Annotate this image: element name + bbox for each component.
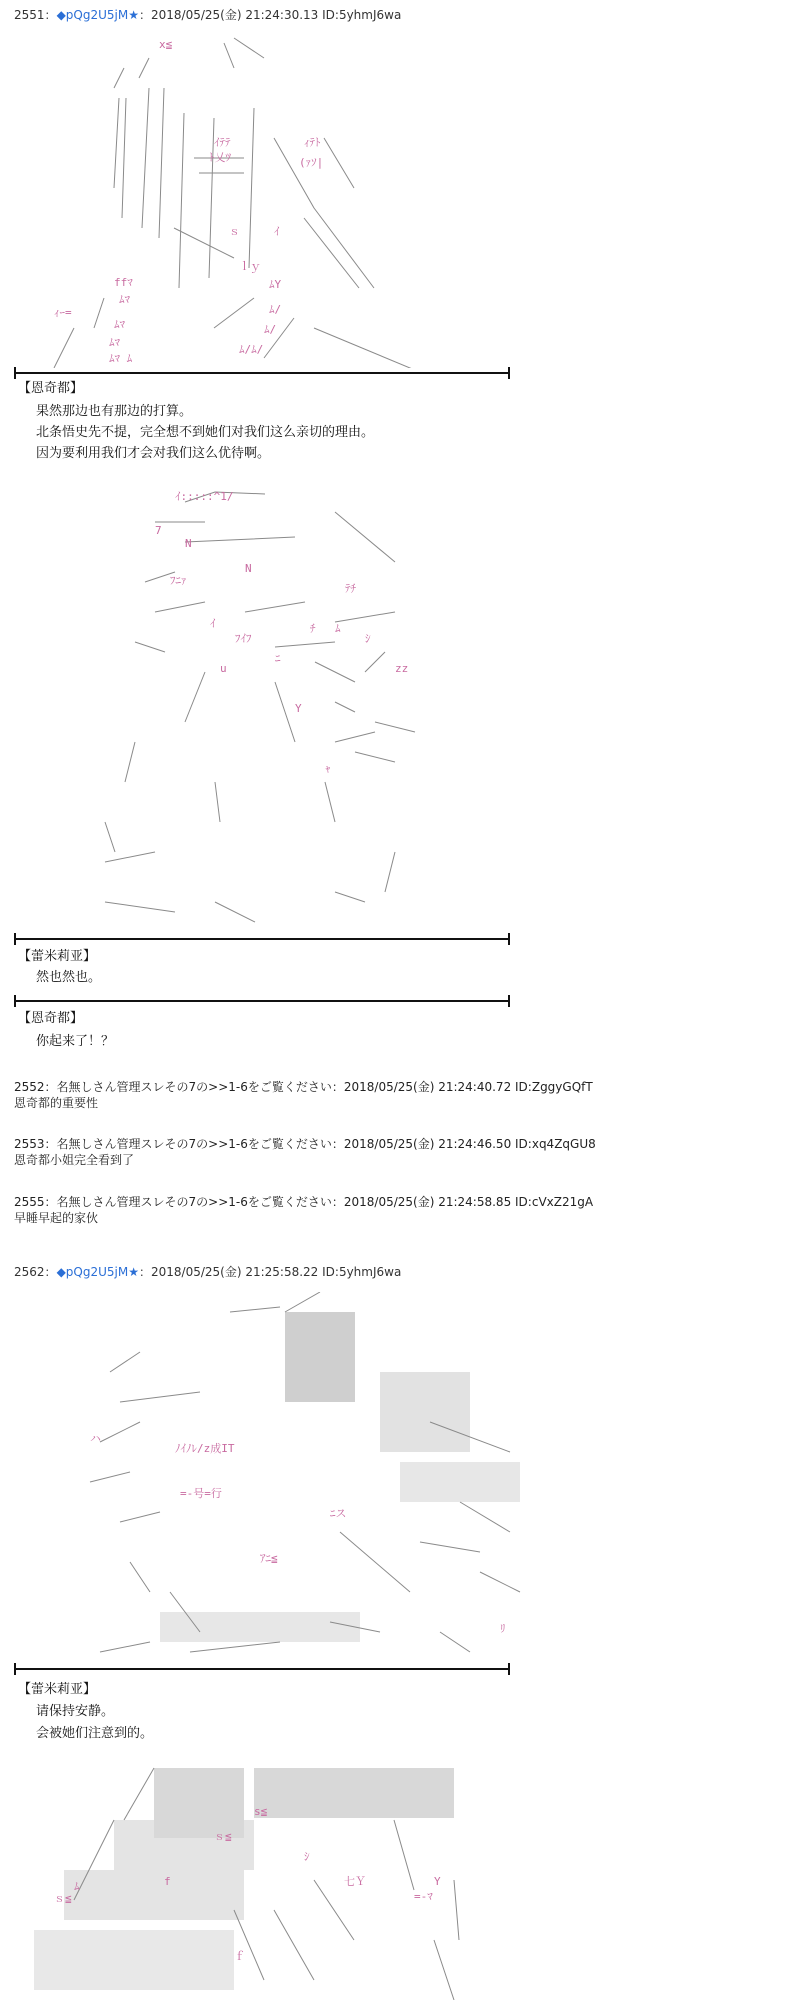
art-glyph: ｨｰ= [54,306,72,319]
art-glyph: ﾑ/ [264,323,277,336]
art-glyph: ｲ:::::^1/ [175,490,234,503]
art-glyph: N [245,562,252,575]
art-glyph: ﾑ/ﾑ/ [239,343,264,356]
art-glyph: ﾌﾆｧ [170,574,187,587]
art-glyph: ﾆス [330,1507,347,1520]
art-glyph: zz [395,662,409,675]
art-glyph: ﾑﾏ [119,293,130,306]
ascii-art-2-svg [95,482,475,932]
art-glyph: x≦ [159,38,173,51]
art-glyph: ｲ [274,225,280,238]
art-glyph: ｓ [229,225,240,238]
art-glyph: ｱﾆ≦ [260,1552,278,1565]
speaker-label: 【蕾米莉亚】 [18,1682,97,1697]
post-meta: ：2018/05/25(金) 21:25:58.22 ID:5yhmJ6wa [138,1265,402,1279]
art-glyph: u [220,662,227,675]
reply-header: 2553：名無しさん管理スレその7の>>1-6をご覧ください：2018/05/25(金) 21:24:46.50 ID:xq4ZqGU8 [14,1137,596,1151]
ascii-art-1-svg [14,28,484,368]
poster-name[interactable]: ◆pQg2U5jM [56,1265,129,1279]
art-glyph: Y [434,1875,441,1888]
star-icon: ★ [128,8,139,22]
art-glyph: ﾘ [500,1622,506,1635]
art-glyph: ﾃﾁ [345,582,356,595]
reply-header: 2555：名無しさん管理スレその7の>>1-6をご覧ください：2018/05/25(金) 21:24:58.85 ID:cVxZ21gA [14,1195,594,1209]
dialogue-line: 果然那边也有那边的打算。 [36,404,193,419]
art-glyph: ハ [90,1432,101,1445]
art-glyph: ｼ [304,1850,310,1863]
art-glyph: ﾉｲﾉﾚ/z成IT [175,1442,235,1455]
dialogue-line: 会被她们注意到的。 [36,1726,154,1741]
art-glyph: ﾑﾏ [114,318,125,331]
divider [14,938,510,940]
art-glyph: (ｧｿ| [299,156,324,169]
art-glyph: s≦ [254,1805,268,1818]
post-number: 2551 [14,8,45,22]
art-glyph: ｲ [210,617,216,630]
art-glyph: 7 [155,524,162,537]
art-glyph: f [164,1875,171,1888]
art-glyph: ｆ [234,1950,245,1963]
art-glyph: ｼ [365,632,371,645]
dialogue-line: 然也然也。 [36,970,102,985]
art-glyph: =-ﾏ [414,1890,433,1903]
art-glyph: =-号=行 [180,1487,222,1500]
dialogue-line: 请保持安静。 [36,1704,115,1719]
ascii-art-4 [14,1760,484,2000]
poster-name[interactable]: ◆pQg2U5jM [56,8,129,22]
art-glyph: ﾑﾏ [109,336,120,349]
art-glyph: ｌｙ [239,260,261,273]
art-glyph: ﾌｲﾌ [235,632,252,645]
star-icon: ★ [128,1265,139,1279]
art-glyph: ﾁ [310,622,316,635]
post-meta: ：2018/05/25(金) 21:24:30.13 ID:5yhmJ6wa [138,8,402,22]
ascii-art-1 [14,28,484,368]
art-glyph: ﾑﾏ ﾑ [109,352,133,365]
reply-body: 恩奇都小姐完全看到了 [14,1153,135,1167]
dialogue-line: 北条悟史先不提，完全想不到她们对我们这么亲切的理由。 [36,425,375,440]
ascii-art-3 [80,1292,550,1672]
reply-header: 2552：名無しさん管理スレその7の>>1-6をご覧ください：2018/05/25(金) 21:24:40.72 ID:ZggyGQfT [14,1080,593,1094]
art-glyph: ﾆ [275,652,281,665]
ascii-art-3-svg [80,1292,550,1672]
post-header-2562: 2562：◆pQg2U5jM★：2018/05/25(金) 21:25:58.22 ID:5yhmJ6wa [14,1265,402,1279]
reply-body: 早睡早起的家伙 [14,1211,99,1225]
post-number: 2562 [14,1265,45,1279]
post-header-2551: 2551：◆pQg2U5jM★：2018/05/25(金) 21:24:30.13 ID:5yhmJ6wa [14,8,402,22]
reply-body: 恩奇都的重要性 [14,1096,99,1110]
speaker-label: 【恩奇都】 [18,381,84,396]
divider [14,1668,510,1670]
divider [14,1000,510,1002]
art-glyph: ｓ≦ [54,1892,72,1905]
art-glyph: ﾑY [269,278,282,291]
art-glyph: Y [295,702,302,715]
ascii-art-4-svg [14,1760,484,2000]
art-glyph: N [185,537,192,550]
dialogue-line: 你起来了！？ [36,1034,115,1049]
art-glyph: ﾑ/ [269,303,282,316]
ascii-art-2 [95,482,475,932]
speaker-label: 【蕾米莉亚】 [18,949,97,964]
art-glyph: ﾄ乂ﾂ [209,151,231,164]
art-glyph: ｨﾃﾄ [304,136,321,149]
art-glyph: ﾑ [335,622,341,635]
art-glyph: ﾑ [74,1880,80,1893]
dialogue-line: 因为要利用我们才会对我们这么优待啊。 [36,446,271,461]
art-glyph: ｬ [325,762,331,775]
divider [14,372,510,374]
art-glyph: ffﾏ [114,276,133,289]
art-glyph: ｓ≦ [214,1830,232,1843]
art-glyph: 七Ｙ [344,1875,366,1888]
art-glyph: ｲﾃﾃ [214,136,231,149]
speaker-label: 【恩奇都】 [18,1011,84,1026]
